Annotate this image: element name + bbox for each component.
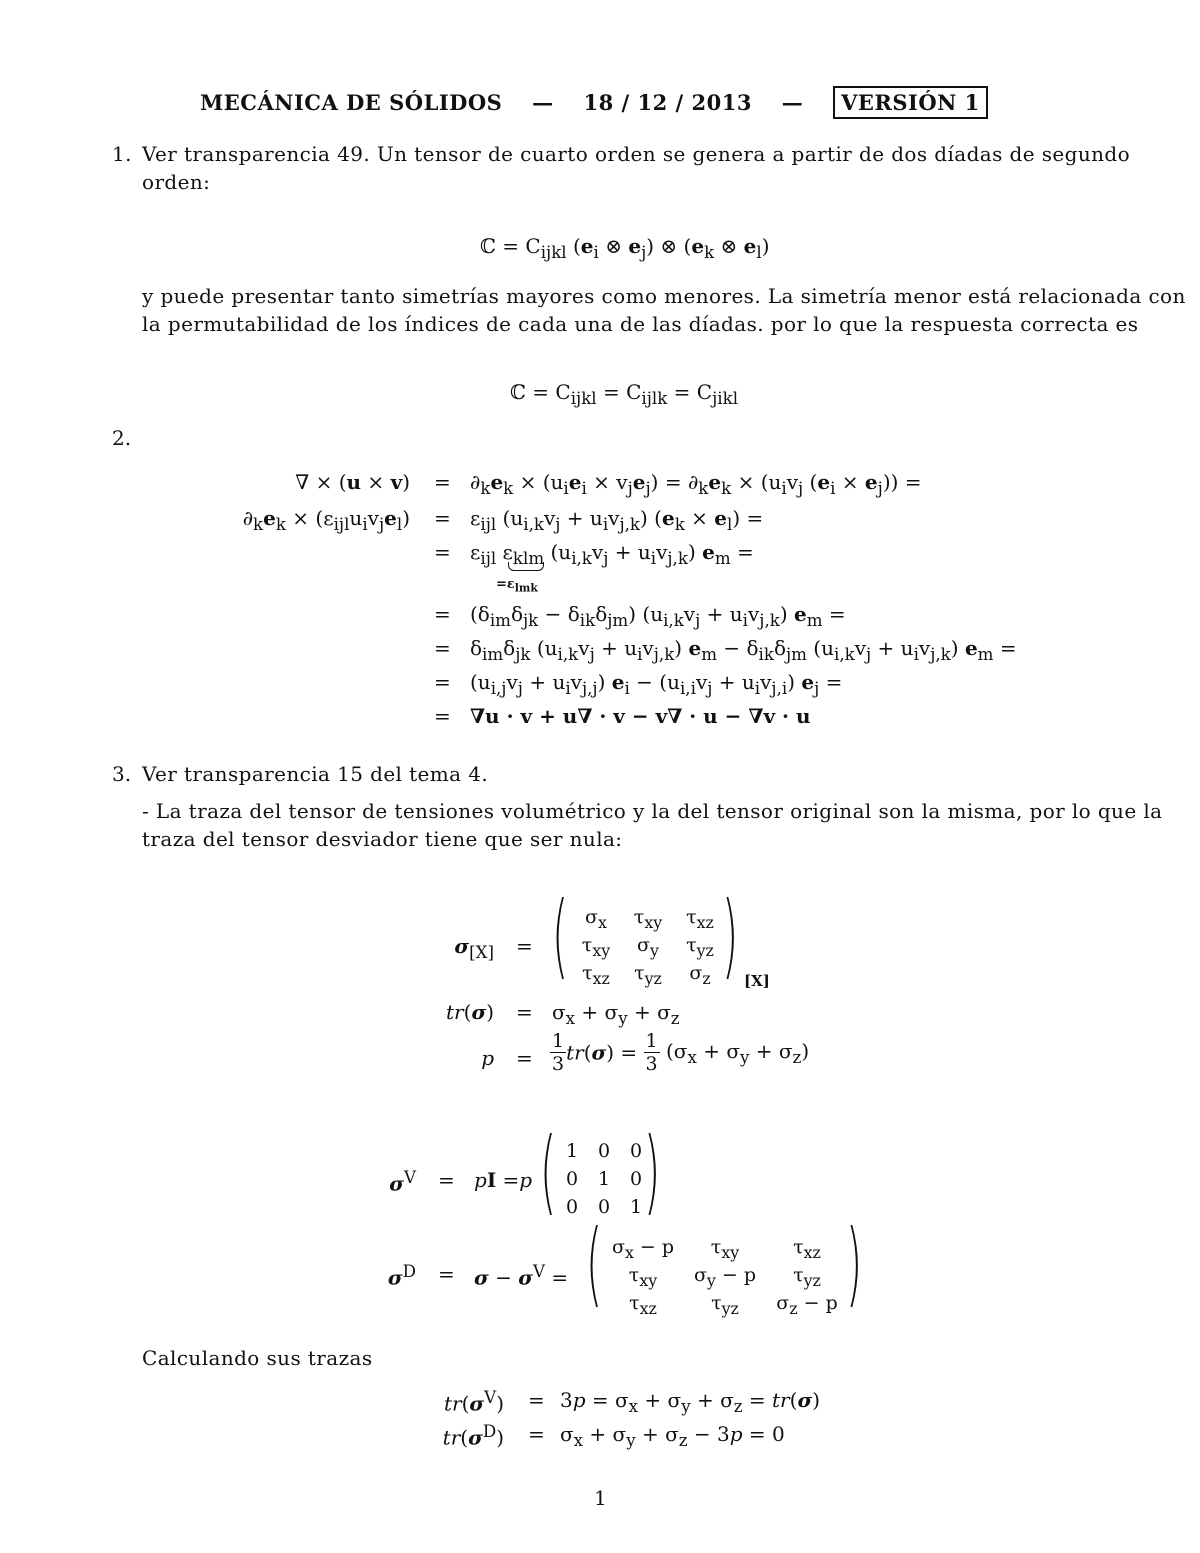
eq-sign: = bbox=[516, 934, 533, 958]
matrix-cell: $\tau_{xz}$ bbox=[686, 906, 714, 932]
derivation-lhs: $\partial_ke_k \times (\varepsilon_{ijl}u_iv_je_l)$ bbox=[242, 506, 410, 534]
eq-sign: = bbox=[528, 1422, 545, 1446]
matrix-cell: $\sigma_x$ bbox=[585, 906, 607, 932]
matrix-cell: $\tau_{yz}$ bbox=[634, 962, 662, 988]
eq-sign: = bbox=[438, 1168, 455, 1192]
page-number: 1 bbox=[594, 1486, 607, 1510]
q3-line3: traza del tensor desviador tiene que ser nula: bbox=[142, 827, 623, 851]
q1-line1: Ver transparencia 49. Un tensor de cuarto orden se genera a partir de dos díadas de segundo bbox=[142, 142, 1131, 166]
matrix-cell: $\tau_{xy}$ bbox=[710, 1236, 740, 1262]
derivation-rhs: $(u_{i,j}v_j + u_iv_{j,j}) e_i - (u_{i,i}v_j + u_iv_{j,i}) e_j$ = bbox=[470, 670, 843, 698]
fraction bbox=[550, 1030, 566, 1075]
matrix-cell: 1 bbox=[565, 1140, 579, 1162]
eq-sign: = bbox=[516, 1000, 533, 1024]
derivation-lhs: ∇ × (u × v) bbox=[295, 470, 410, 494]
q1-line2: orden: bbox=[142, 170, 211, 194]
matrix-cell: $\tau_{yz}$ bbox=[686, 934, 714, 960]
q2-number: 2. bbox=[112, 426, 132, 450]
header bbox=[200, 90, 988, 115]
exam-date: 18 / 12 / 2013 bbox=[583, 90, 752, 115]
derivation-rhs: $\partial_ke_k \times (u_ie_i \times v_je_j) = \partial_ke_k \times (u_iv_j$ $(e_i \times e_j)$) = bbox=[470, 470, 922, 498]
matrix-cell: 1 bbox=[597, 1168, 611, 1190]
matrix-cell: $\tau_{yz}$ bbox=[711, 1292, 739, 1318]
sigma-lhs: $\sigma_{[X]}$ bbox=[454, 934, 494, 962]
matrix-cell: $\sigma_y - p$ bbox=[693, 1264, 757, 1290]
eq-sign: = bbox=[434, 636, 451, 660]
matrix-cell: $\sigma_y$ bbox=[637, 934, 659, 960]
eq-sign: = bbox=[434, 670, 451, 694]
right-paren: ) bbox=[722, 882, 739, 989]
derivation-rhs: $\varepsilon_{ijl}$ $(u_{i,k}v_j + u_iv_{j,k}) (e_k \times e_l)$ = bbox=[470, 506, 764, 534]
matrix-cell: $\tau_{xy}$ bbox=[581, 934, 611, 960]
eq-sign: = bbox=[434, 602, 451, 626]
separator: — bbox=[532, 90, 554, 115]
q1-equation-symmetry: ℂ = $C_{ijkl} = C_{ijlk} = C_{jikl}$ bbox=[510, 380, 739, 408]
eq-sign: = bbox=[434, 704, 451, 728]
fraction-numerator: 1 bbox=[552, 1030, 565, 1052]
pressure-mid: tr(σ) = bbox=[566, 1040, 638, 1065]
derivation-rhs: $\delta_{im}\delta_{jk}$ $(u_{i,k}v_j + u_iv_{j,k}) e_m - \delta_{ik}\delta_{jm}$ $(u_{i,k}v_j + u_iv_{j,k}) e_m$ = bbox=[470, 636, 1017, 664]
matrix-cell: $\tau_{xz}$ bbox=[793, 1236, 821, 1262]
fraction-denominator: 3 bbox=[552, 1053, 565, 1075]
matrix-cell: $\tau_{xy}$ bbox=[633, 906, 663, 932]
matrix-cell: $\tau_{xz}$ bbox=[629, 1292, 657, 1318]
left-paren: ( bbox=[586, 1210, 603, 1317]
matrix-cell: $\tau_{xy}$ bbox=[628, 1264, 658, 1290]
eq-sign: = bbox=[438, 1262, 455, 1286]
underbrace bbox=[508, 562, 544, 571]
matrix-basis-sub: [X] bbox=[744, 972, 770, 990]
trace-d-lhs: $tr(\sigma^D)$ bbox=[442, 1422, 504, 1450]
calc-label: Calculando sus trazas bbox=[142, 1346, 373, 1370]
matrix-cell: 0 bbox=[629, 1168, 643, 1190]
fraction-denominator: 3 bbox=[645, 1053, 658, 1075]
fraction-numerator: 1 bbox=[645, 1030, 658, 1052]
left-paren: ( bbox=[540, 1118, 557, 1225]
matrix-cell: 0 bbox=[565, 1168, 579, 1190]
separator: — bbox=[781, 90, 804, 115]
left-paren: ( bbox=[552, 882, 569, 989]
matrix-cell: 0 bbox=[597, 1196, 611, 1218]
deviatoric-lhs: $\sigma^D$ bbox=[387, 1262, 416, 1290]
version-box: VERSIÓN 1 bbox=[833, 86, 988, 119]
matrix-cell: $\sigma_z$ bbox=[689, 962, 711, 988]
q1-number: 1. bbox=[112, 142, 132, 166]
matrix-cell: 0 bbox=[597, 1140, 611, 1162]
q1-line4: la permutabilidad de los índices de cada una de las díadas. por lo que la respuesta correcta es bbox=[142, 312, 1139, 336]
underbrace-label: $=\varepsilon_{lmk}$ bbox=[496, 577, 538, 595]
matrix-cell: 0 bbox=[629, 1140, 643, 1162]
volumetric-rhs: pI =p bbox=[474, 1168, 533, 1192]
eq-sign: = bbox=[434, 470, 451, 494]
q1-line3: y puede presentar tanto simetrías mayores como menores. La simetría menor está relacionada con bbox=[142, 284, 1186, 308]
q3-line1: Ver transparencia 15 del tema 4. bbox=[142, 762, 489, 786]
trace-v-rhs: $3p = \sigma_x + \sigma_y + \sigma_z = tr(\sigma)$ bbox=[560, 1388, 820, 1416]
q3-number: 3. bbox=[112, 762, 132, 786]
derivation-rhs: ∇u · v + u∇ · v − v∇ · u − ∇v · u bbox=[470, 704, 811, 728]
trace-d-rhs: $\sigma_x + \sigma_y + \sigma_z - 3p = 0$ bbox=[560, 1422, 785, 1450]
derivation-rhs: $\varepsilon_{ijl}$ $\varepsilon_{klm}$ $(u_{i,k}v_j + u_iv_{j,k}) e_m$ = bbox=[470, 540, 754, 568]
trace-lhs: tr(σ) bbox=[446, 1000, 494, 1024]
pressure-sum: $(\sigma_x + \sigma_y + \sigma_z)$ bbox=[666, 1038, 810, 1067]
fraction bbox=[644, 1030, 660, 1075]
eq-sign: = bbox=[516, 1046, 533, 1070]
deviatoric-rhs: $\sigma - \sigma^V$ = bbox=[474, 1262, 569, 1290]
volumetric-lhs: $\sigma^V$ bbox=[389, 1168, 416, 1196]
matrix-cell: 0 bbox=[565, 1196, 579, 1218]
eq-sign: = bbox=[434, 506, 451, 530]
right-paren: ) bbox=[644, 1118, 661, 1225]
right-paren: ) bbox=[846, 1210, 863, 1317]
matrix-cell: 1 bbox=[629, 1196, 643, 1218]
matrix-cell: $\sigma_x - p$ bbox=[611, 1236, 675, 1262]
pressure-rhs bbox=[550, 1030, 809, 1075]
eq-sign: = bbox=[528, 1388, 545, 1412]
course-title: MECÁNICA DE SÓLIDOS bbox=[200, 90, 503, 115]
derivation-rhs: $(\delta_{im}\delta_{jk} - \delta_{ik}\delta_{jm}) (u_{i,k}v_j + u_iv_{j,k}) e_m$ = bbox=[470, 602, 846, 630]
q1-equation-tensor: ℂ = $C_{ijkl}$ ($e_i$ ⊗ $e_j$) ⊗ ($e_k$ ⊗ $e_l$) bbox=[480, 234, 770, 262]
trace-rhs: $\sigma_x + \sigma_y + \sigma_z$ bbox=[552, 1000, 680, 1028]
trace-v-lhs: $tr(\sigma^V)$ bbox=[443, 1388, 504, 1416]
pressure-lhs: p bbox=[481, 1046, 494, 1070]
matrix-cell: $\tau_{xz}$ bbox=[582, 962, 610, 988]
eq-sign: = bbox=[434, 540, 451, 564]
matrix-cell: $\tau_{yz}$ bbox=[793, 1264, 821, 1290]
q3-line2: - La traza del tensor de tensiones volumétrico y la del tensor original son la misma, por lo que la bbox=[142, 799, 1163, 823]
matrix-cell: $\sigma_z - p$ bbox=[776, 1292, 838, 1318]
